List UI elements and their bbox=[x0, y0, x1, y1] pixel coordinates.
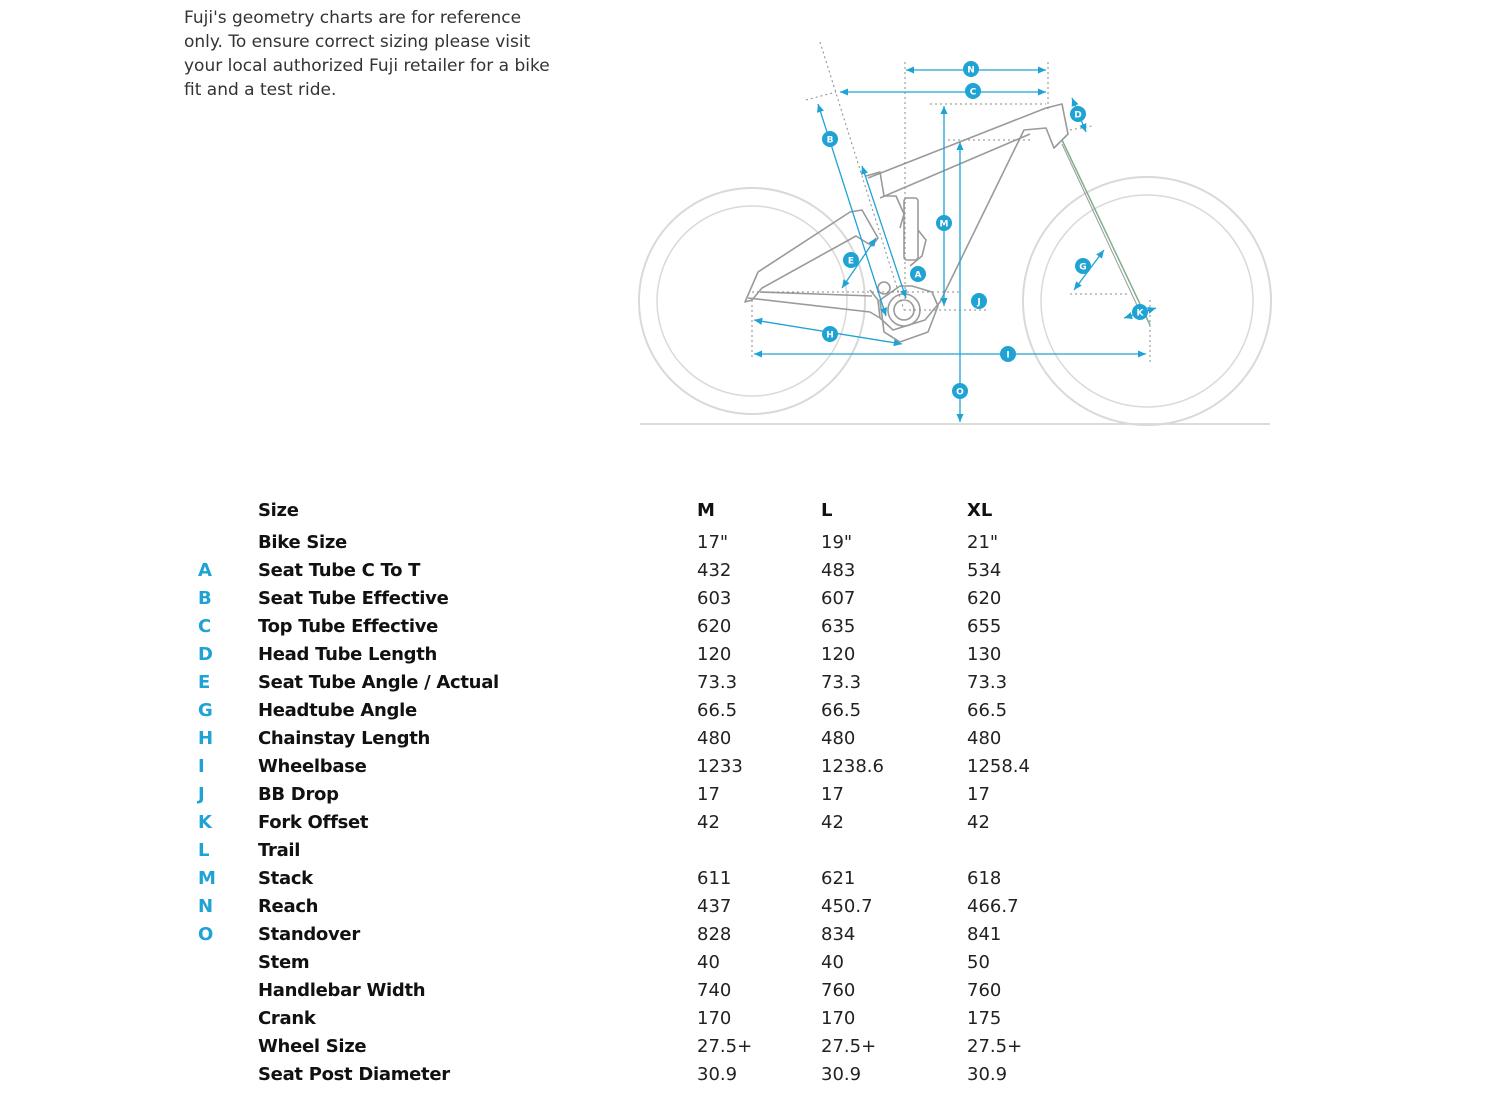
row-label: Top Tube Effective bbox=[258, 616, 439, 637]
value-m: 73.3 bbox=[697, 672, 738, 693]
value-m: 42 bbox=[697, 812, 720, 833]
value-m: 603 bbox=[697, 588, 732, 609]
row-label: Stack bbox=[258, 868, 313, 889]
value-l: 834 bbox=[821, 924, 856, 945]
row-label: Head Tube Length bbox=[258, 644, 438, 665]
value-xl: 73.3 bbox=[967, 672, 1008, 693]
dimension-markers bbox=[822, 61, 1148, 399]
row-label: Seat Tube Angle / Actual bbox=[258, 672, 499, 693]
table-row bbox=[0, 585, 1498, 613]
svg-text:M: M bbox=[939, 219, 949, 230]
marker-g bbox=[1075, 258, 1091, 274]
value-xl: 760 bbox=[967, 980, 1002, 1001]
value-xl: 17 bbox=[967, 784, 990, 805]
table-row bbox=[0, 697, 1498, 725]
value-xl: 42 bbox=[967, 812, 990, 833]
value-xl: 466.7 bbox=[967, 896, 1019, 917]
svg-text:E: E bbox=[847, 256, 855, 267]
value-xl: 534 bbox=[967, 560, 1002, 581]
value-m: 17" bbox=[697, 532, 729, 553]
row-letter: A bbox=[198, 560, 212, 581]
row-letter: L bbox=[198, 840, 210, 861]
table-row bbox=[0, 809, 1498, 837]
value-l: 73.3 bbox=[821, 672, 862, 693]
table-row bbox=[0, 1061, 1498, 1089]
row-letter: E bbox=[198, 672, 211, 693]
marker-o bbox=[952, 383, 968, 399]
value-l: 607 bbox=[821, 588, 856, 609]
table-row bbox=[0, 921, 1498, 949]
marker-m bbox=[936, 215, 952, 231]
table-row bbox=[0, 837, 1498, 865]
table-row bbox=[0, 557, 1498, 585]
table-row bbox=[0, 613, 1498, 641]
value-m: 27.5+ bbox=[697, 1036, 753, 1057]
svg-text:C: C bbox=[969, 87, 977, 98]
value-m: 66.5 bbox=[697, 700, 738, 721]
value-m: 480 bbox=[697, 728, 732, 749]
row-label: BB Drop bbox=[258, 784, 339, 805]
table-row bbox=[0, 1033, 1498, 1061]
marker-h bbox=[822, 326, 838, 342]
value-l: 450.7 bbox=[821, 896, 873, 917]
marker-b bbox=[822, 131, 838, 147]
size-l-header: L bbox=[821, 500, 833, 521]
row-label: Headtube Angle bbox=[258, 700, 417, 721]
size-header: Size bbox=[258, 500, 299, 521]
row-letter: M bbox=[198, 868, 216, 889]
row-letter: I bbox=[198, 756, 205, 777]
value-xl: 27.5+ bbox=[967, 1036, 1023, 1057]
marker-k bbox=[1132, 304, 1148, 320]
disclaimer-text: Fuji's geometry charts are for reference only. To ensure correct sizing please visit your local authorized Fuji retailer for a bike fit and a test ride. bbox=[184, 8, 550, 100]
table-row bbox=[0, 725, 1498, 753]
value-xl: 618 bbox=[967, 868, 1002, 889]
marker-e bbox=[843, 252, 859, 268]
table-row bbox=[0, 781, 1498, 809]
row-letter: D bbox=[198, 644, 213, 665]
value-xl: 841 bbox=[967, 924, 1002, 945]
value-m: 828 bbox=[697, 924, 732, 945]
table-row bbox=[0, 1005, 1498, 1033]
front-wheel bbox=[1023, 177, 1271, 425]
marker-c bbox=[965, 83, 981, 99]
row-letter: K bbox=[198, 812, 212, 833]
marker-j bbox=[971, 293, 987, 309]
value-m: 611 bbox=[697, 868, 732, 889]
table-row bbox=[0, 669, 1498, 697]
row-letter: O bbox=[198, 924, 214, 945]
svg-text:J: J bbox=[977, 297, 981, 308]
value-m: 17 bbox=[697, 784, 720, 805]
value-m: 437 bbox=[697, 896, 732, 917]
value-m: 40 bbox=[697, 952, 720, 973]
value-l: 480 bbox=[821, 728, 856, 749]
row-label: Trail bbox=[258, 840, 301, 861]
table-row bbox=[0, 865, 1498, 893]
row-label: Crank bbox=[258, 1008, 316, 1029]
svg-text:G: G bbox=[1079, 262, 1087, 273]
svg-text:I: I bbox=[1006, 350, 1010, 361]
row-label: Bike Size bbox=[258, 532, 347, 553]
row-letter: H bbox=[198, 728, 214, 749]
value-xl: 130 bbox=[967, 644, 1002, 665]
value-l: 42 bbox=[821, 812, 844, 833]
value-m: 170 bbox=[697, 1008, 732, 1029]
row-letter: B bbox=[198, 588, 212, 609]
value-l: 760 bbox=[821, 980, 856, 1001]
marker-n bbox=[963, 61, 979, 77]
value-xl: 655 bbox=[967, 616, 1002, 637]
value-l: 19" bbox=[821, 532, 853, 553]
svg-text:K: K bbox=[1136, 308, 1144, 319]
row-label: Reach bbox=[258, 896, 319, 917]
row-label: Stem bbox=[258, 952, 310, 973]
value-xl: 480 bbox=[967, 728, 1002, 749]
row-label: Chainstay Length bbox=[258, 728, 431, 749]
svg-text:A: A bbox=[914, 270, 922, 281]
value-l: 635 bbox=[821, 616, 856, 637]
value-l: 30.9 bbox=[821, 1064, 862, 1085]
value-xl: 175 bbox=[967, 1008, 1002, 1029]
row-label: Wheelbase bbox=[258, 756, 367, 777]
value-l: 483 bbox=[821, 560, 856, 581]
value-l: 1238.6 bbox=[821, 756, 884, 777]
value-l: 621 bbox=[821, 868, 856, 889]
value-m: 740 bbox=[697, 980, 732, 1001]
marker-a bbox=[910, 266, 926, 282]
svg-text:O: O bbox=[956, 387, 964, 398]
table-row bbox=[0, 977, 1498, 1005]
value-xl: 1258.4 bbox=[967, 756, 1030, 777]
table-row bbox=[0, 529, 1498, 557]
table-row bbox=[0, 893, 1498, 921]
value-xl: 50 bbox=[967, 952, 990, 973]
row-label: Fork Offset bbox=[258, 812, 369, 833]
value-xl: 620 bbox=[967, 588, 1002, 609]
marker-d bbox=[1070, 106, 1086, 122]
value-xl: 21" bbox=[967, 532, 999, 553]
row-letter: N bbox=[198, 896, 214, 917]
value-l: 17 bbox=[821, 784, 844, 805]
size-m-header: M bbox=[697, 500, 715, 521]
table-row bbox=[0, 753, 1498, 781]
value-l: 66.5 bbox=[821, 700, 862, 721]
row-letter: J bbox=[198, 784, 205, 805]
value-m: 30.9 bbox=[697, 1064, 738, 1085]
row-label: Wheel Size bbox=[258, 1036, 367, 1057]
value-l: 27.5+ bbox=[821, 1036, 877, 1057]
row-label: Standover bbox=[258, 924, 360, 945]
size-xl-header: XL bbox=[967, 500, 993, 521]
row-letter: G bbox=[198, 700, 213, 721]
table-header-row bbox=[0, 497, 1498, 525]
value-m: 432 bbox=[697, 560, 732, 581]
fork bbox=[1062, 140, 1150, 325]
table-row bbox=[0, 949, 1498, 977]
value-m: 1233 bbox=[697, 756, 743, 777]
svg-text:N: N bbox=[967, 65, 975, 76]
row-letter: C bbox=[198, 616, 212, 637]
dimension-arrows bbox=[754, 70, 1156, 422]
reference-lines bbox=[752, 42, 1150, 362]
svg-text:H: H bbox=[826, 330, 834, 341]
row-label: Seat Tube Effective bbox=[258, 588, 449, 609]
table-row bbox=[0, 641, 1498, 669]
value-l: 170 bbox=[821, 1008, 856, 1029]
value-xl: 30.9 bbox=[967, 1064, 1008, 1085]
value-xl: 66.5 bbox=[967, 700, 1008, 721]
row-label: Seat Post Diameter bbox=[258, 1064, 450, 1085]
bike-geometry-diagram bbox=[630, 35, 1280, 435]
value-l: 120 bbox=[821, 644, 856, 665]
value-l: 40 bbox=[821, 952, 844, 973]
svg-text:B: B bbox=[826, 135, 834, 146]
marker-i bbox=[1000, 346, 1016, 362]
row-label: Handlebar Width bbox=[258, 980, 426, 1001]
value-m: 120 bbox=[697, 644, 732, 665]
row-label: Seat Tube C To T bbox=[258, 560, 421, 581]
svg-text:D: D bbox=[1074, 110, 1082, 121]
value-m: 620 bbox=[697, 616, 732, 637]
